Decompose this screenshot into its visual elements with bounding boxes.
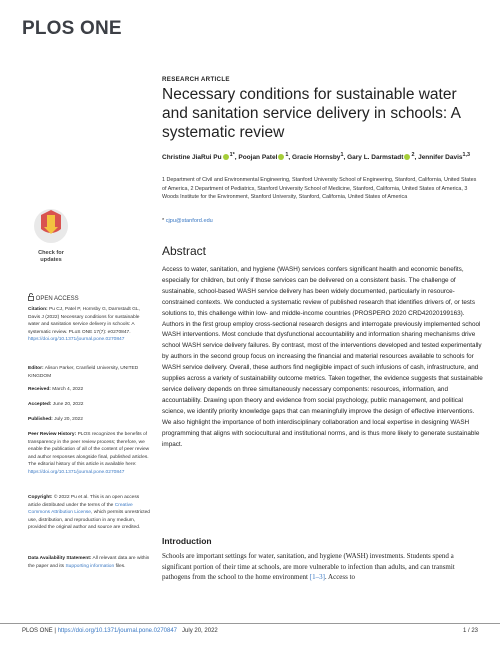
copyright-text: © 2022 Pu et al. This is an open access article distributed under the terms of the [28,495,140,508]
article-type: RESEARCH ARTICLE [162,76,230,83]
footer-separator: | [54,628,56,634]
affiliations: 1 Department of Civil and Environmental Engineering, Stanford University School of Engineering, Stanford, California, United States of America, 2 Department of Pediatrics, Stanford University School of Medicine, Stanford, California, United States of America, 3 Woods Institute for the Environment, Stanford University, Stanford, California, United States of America [162,177,477,200]
footer-doi-link[interactable]: https://doi.org/10.1371/journal.pone.0270847 [57,628,178,634]
abstract-heading: Abstract [162,244,207,258]
badge-line-2: updates [40,256,62,263]
editor-block [28,365,150,380]
footer-journal: PLOS ONE [22,628,53,634]
copyright-label: Copyright: [28,495,53,500]
author-affiliation-mark: 1* [229,152,235,158]
published-date: July 20, 2022 [54,417,83,422]
check-for-updates-label[interactable] [28,250,74,263]
author-name[interactable]: Gracie Hornsby [292,154,341,162]
check-for-updates-icon[interactable] [32,207,70,249]
accepted-date: June 20, 2022 [52,402,84,407]
introduction-body: Schools are important settings for water, sanitation, and hygiene (WASH) investments. Students spend a significant portion of their time at schools, are more vulnerable to infection than adults, and can transmit pathogens from the school to the home environment [162,552,455,581]
footer-divider [0,623,500,624]
author-affiliation-mark: 1,3 [462,152,471,158]
email-marker: * [162,218,165,224]
citation-block [28,306,150,344]
article-title: Necessary conditions for sustainable water and sanitation service delivery in schools: A systematic review [162,86,461,141]
copyright-block [28,494,150,532]
introduction-body-end: . Access to [324,573,356,581]
citation-reference-link[interactable]: [1–3] [309,573,325,581]
citation-doi-link[interactable]: https://doi.org/10.1371/journal.pone.0270847 [28,337,125,343]
author-name[interactable]: Jennifer Davis [418,154,463,162]
author-name[interactable]: Poojan Patel [238,154,278,162]
open-access-indicator [28,293,79,302]
peer-review-label: Peer Review History: [28,432,77,437]
author-affiliation-mark: 2 [411,152,415,158]
data-availability-text-end: files. [115,563,126,569]
orcid-icon[interactable] [278,154,284,160]
license-link[interactable]: Creative Commons Attribution License [28,502,133,516]
introduction-heading: Introduction [162,536,212,546]
received-label: Received: [28,387,51,392]
page-number: 1 / 23 [462,628,478,634]
logo-one: ONE [80,18,122,39]
logo-plos: PLOS [22,18,75,39]
peer-review-doi-link[interactable]: https://doi.org/10.1371/journal.pone.0270847 [28,469,125,475]
footer-left [22,628,218,634]
badge-line-1: Check for [38,250,64,256]
author-affiliation-mark: 1 [285,152,289,158]
copyright-text-continued: , which permits unrestricted use, distribution, and reproduction in any medium, provided the original author and source are credited. [28,510,150,531]
received-date: March 4, 2022 [52,387,84,392]
accepted-block [28,401,150,409]
editor-label: Editor: [28,366,44,371]
citation-label: Citation: [28,307,48,312]
data-availability-label: Data Availability Statement: [28,556,92,561]
data-availability-text: All relevant data are within the paper and its [28,556,150,569]
received-block [28,386,150,394]
open-access-label: OPEN ACCESS [35,296,79,302]
peer-review-text: PLOS recognizes the benefits of transparency in the peer review process; therefore, we enable the publication of all of the content of peer review and author responses alongside final, published articles. The editorial history of this article is available here: [28,432,150,468]
author-name[interactable]: Christine JiaRui Pu [162,154,222,162]
author-affiliation-mark: 1 [340,152,344,158]
email-link[interactable]: cjpu@stanford.edu [165,218,213,224]
editor-text: Alison Parker, Cranfield University, UNITED KINGDOM [28,366,139,379]
citation-text: Pu CJ, Patel P, Hornsby G, Darmstadt GL, Davis J (2022) Necessary conditions for sustainable water and sanitation service delivery in schools: A systematic review. PLoS ONE 17(7): e0270847. [28,307,140,335]
introduction-text [162,551,484,583]
open-lock-icon [28,293,34,301]
supporting-information-link[interactable]: Supporting information [65,563,115,569]
corresponding-email [162,218,213,224]
peer-review-block [28,431,150,477]
orcid-icon[interactable] [223,154,229,160]
abstract-text: Access to water, sanitation, and hygiene (WASH) services confers significant health and economic benefits, especially for children, but only if those services can be delivered on a consistent basis. The challenge of sustainable, school-based WASH service delivery has been widely documented, particularly in resource-constrained contexts. We conducted a systematic review of published research that identifies drivers of, or tests solutions to, this challenge within low- and middle-income countries (PROSPERO 2020 CRD42020199163). Authors in the first group employ cross-sectional research designs and interrogate previously implemented school WASH interventions. Most conclude that dysfunctional accountability and information sharing mechanisms drive school WASH service delivery failures. By contrast, most of the interventions developed and tested experimentally by authors in the second group focus on increasing the financial and material resources available to schools for WASH service delivery. Overall, these authors find negligible impact of such infusions of cash, infrastructure, and supplies across a variety of sustainability outcome metrics. Taken together, the evidence suggests that sustainable service delivery depends on three simultaneously necessary components: resources, information, and accountability. Drawing upon theory and evidence from social psychology, public management, and political science, we identify priority knowledge gaps that can meaningfully improve the design of effective interventions. We also highlight the importance of both interdisciplinary collaboration and local expertise in designing WASH programming that aligns with sociocultural and institutional norms, and is thus more likely to generate sustainable impact. [162,266,483,448]
footer-date: July 20, 2022 [182,628,218,634]
published-label: Published: [28,417,53,422]
published-block [28,416,150,424]
journal-logo [22,18,122,40]
data-availability-block [28,555,150,570]
accepted-label: Accepted: [28,402,52,407]
author-list: Christine JiaRui Pu $^{1*}$, Poojan Patel $^1$, Gracie Hornsby$^1$, Gary L. Darmstadt $^2$, Jennifer Davis$^{1,3}$ [162,152,471,162]
orcid-icon[interactable] [404,154,410,160]
author-name[interactable]: Gary L. Darmstadt [347,154,404,162]
